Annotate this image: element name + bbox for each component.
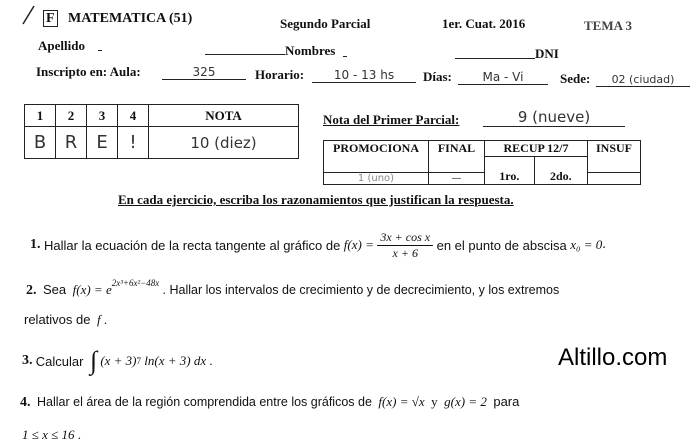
exercise-1-end: . <box>602 237 606 252</box>
exercise-1 <box>30 228 606 262</box>
tema-box <box>20 4 38 30</box>
aula-field[interactable] <box>162 63 246 81</box>
exercise-4-y: y <box>431 394 438 409</box>
final-header: FINAL <box>429 141 485 173</box>
exercise-3 <box>22 346 213 376</box>
nombres-field-line[interactable] <box>343 56 347 57</box>
grade-value-3: E <box>87 127 118 159</box>
corner-mark-icon <box>20 4 38 30</box>
grades-header-nota: NOTA <box>149 105 299 127</box>
exercise-1-text: Hallar la ecuación de la recta tangente al gráfico de <box>44 237 341 253</box>
grades-value-row <box>25 127 299 159</box>
result-table <box>323 140 641 185</box>
exercise-1-fraction <box>377 230 433 261</box>
final-value: — <box>429 173 485 185</box>
integral-icon: ∫ <box>89 346 98 375</box>
insuf-value <box>588 173 641 185</box>
exercise-2-fx: f(x) = e <box>72 282 112 297</box>
nombres-field-line-2[interactable] <box>455 58 535 59</box>
recup-header: RECUP 12/7 <box>485 141 588 157</box>
exercise-3-power: 7 <box>136 356 142 366</box>
grade-value-2: R <box>56 127 87 159</box>
exercise-4-text: Hallar el área de la región comprendida entre los gráficos de <box>37 395 372 409</box>
result-value-row <box>324 173 641 185</box>
horario-label: Horario: <box>255 67 305 82</box>
exercise-3-integrand: (x + 3) <box>100 353 137 368</box>
term: 1er. Cuat. 2016 <box>442 16 526 31</box>
exercise-1-denominator: x + 6 <box>392 245 418 260</box>
grades-header-2: 2 <box>56 105 87 127</box>
grades-header-4: 4 <box>118 105 149 127</box>
sede-value: 02 (ciudad) <box>596 73 690 87</box>
result-header-row <box>324 141 641 157</box>
exercise-4-end: . <box>77 427 82 442</box>
dni-label: DNI <box>535 46 559 61</box>
promociona-header: PROMOCIONA <box>324 141 429 173</box>
subject-title: MATEMATICA (51) <box>68 11 193 26</box>
grades-table <box>24 104 299 159</box>
instruction: En cada ejercicio, escriba los razonamientos que justifican la respuesta. <box>118 192 514 207</box>
grade-value-1: B <box>25 127 56 159</box>
exercise-4 <box>20 394 519 411</box>
exercise-1-numerator: 3x + cos x <box>377 230 433 246</box>
exercise-1-number: 1. <box>30 237 41 252</box>
exercise-2-number: 2. <box>26 283 37 298</box>
exercise-3-end: . <box>209 353 213 368</box>
exercise-1-x0: x₀ = 0 <box>570 237 603 252</box>
recup-second-header: 2do. <box>534 157 587 185</box>
exercise-3-rest: ln(x + 3) dx <box>144 353 207 368</box>
nombres-label: Nombres <box>285 43 336 58</box>
dias-field[interactable] <box>458 68 548 86</box>
exercise-3-text: Calcular <box>35 353 84 369</box>
grade-value-4: ! <box>118 127 149 159</box>
apellido-label: Apellido <box>38 38 85 53</box>
tema-letter: F <box>43 10 58 27</box>
exercise-3-number: 3. <box>22 353 33 368</box>
first-partial-value: 9 (nueve) <box>483 108 625 127</box>
grades-header-1: 1 <box>25 105 56 127</box>
exercise-2 <box>26 278 559 299</box>
exercise-2-sea: Sea <box>43 282 67 297</box>
exercise-1-fx: f(x) = <box>343 237 374 252</box>
exercise-2-exponent: 2x³+6x²−48x <box>111 278 160 288</box>
exam-title: Segundo Parcial <box>280 16 371 31</box>
insuf-header: INSUF <box>588 141 641 173</box>
exercise-4-gx: g(x) = 2 <box>444 394 487 409</box>
grade-value-nota: 10 (diez) <box>149 127 299 159</box>
exercise-4-fx: f(x) = √x <box>378 394 425 409</box>
dias-value: Ma - Vi <box>458 70 548 85</box>
grades-header-3: 3 <box>87 105 118 127</box>
apellido-line[interactable] <box>98 50 102 51</box>
exercise-4-number: 4. <box>20 395 31 410</box>
exercise-2-f: f <box>96 312 101 327</box>
recup-first-header: 1ro. <box>485 157 535 185</box>
apellido-field-line[interactable] <box>205 54 285 55</box>
exercise-4-line-2 <box>22 427 81 443</box>
horario-value: 10 - 13 hs <box>312 68 416 83</box>
sede-label: Sede: <box>560 71 591 86</box>
watermark: Altillo.com <box>558 344 668 371</box>
exercise-1-text-after: en el punto de abscisa <box>436 237 567 253</box>
exercise-2-text: . Hallar los intervalos de crecimiento y de decrecimiento, y los extremos <box>162 283 560 297</box>
exercise-4-range: 1 ≤ x ≤ 16 <box>22 427 75 442</box>
first-partial-label: Nota del Primer Parcial: <box>323 112 460 127</box>
exercise-4-para: para <box>493 394 520 409</box>
first-partial-field[interactable] <box>483 108 625 127</box>
grades-header-row <box>25 105 299 127</box>
aula-value: 325 <box>162 65 246 80</box>
exercise-2-end: . <box>103 312 108 327</box>
inscripto-label: Inscripto en: Aula: <box>36 64 141 79</box>
exercise-2-relativos: relativos de <box>24 312 91 327</box>
horario-field[interactable] <box>312 66 416 84</box>
tema-number: TEMA 3 <box>584 18 633 33</box>
promociona-value: 1 (uno) <box>324 173 429 185</box>
exercise-2-line-2 <box>24 312 107 328</box>
dias-label: Días: <box>423 69 452 84</box>
sede-field[interactable] <box>596 70 690 88</box>
